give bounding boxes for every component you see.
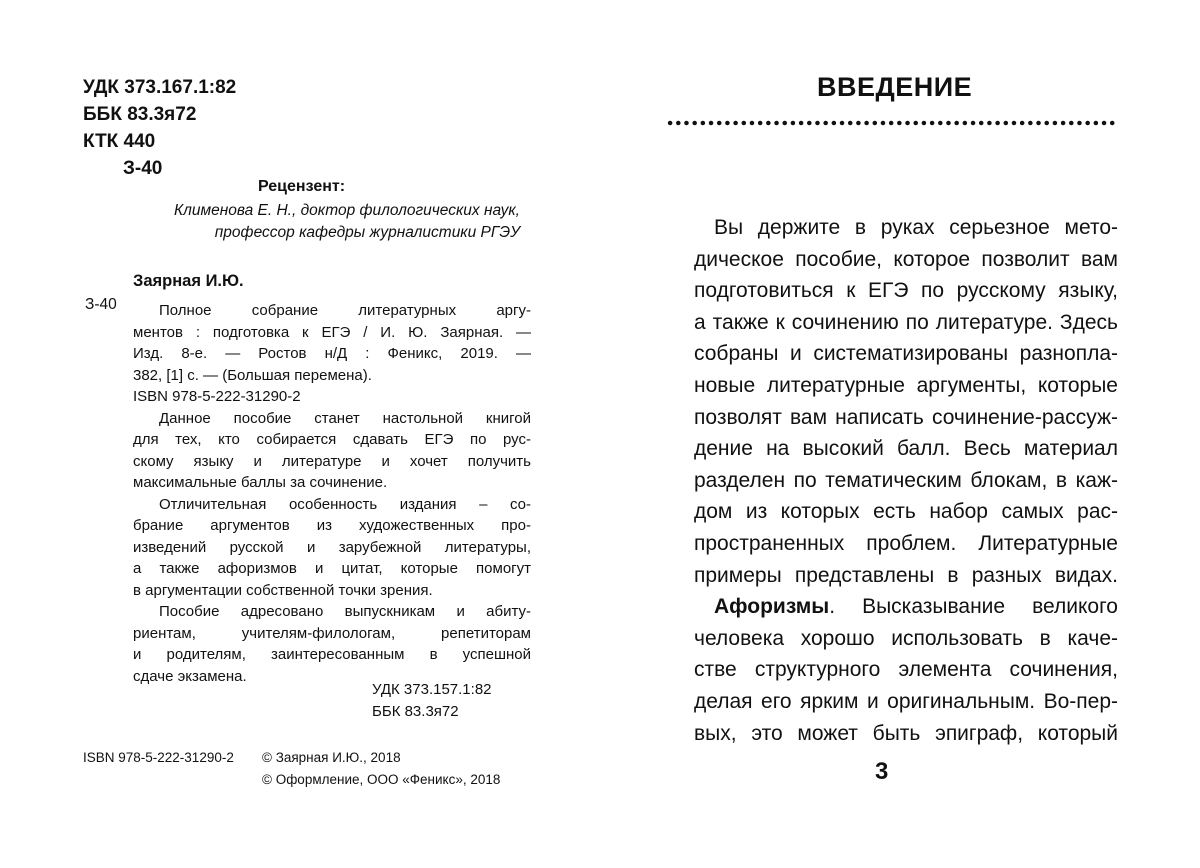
udk-code-secondary: УДК 373.157.1:82 — [372, 681, 492, 698]
annotation-line: изведений русской и зарубежной литературы, — [133, 538, 531, 556]
annotation-line: максимальные баллы за сочинение. — [133, 474, 388, 491]
annotation-line: скому языку и литературе и хочет получить — [133, 452, 531, 470]
body-line: делая его ярким и оригинальным. Во-пер- — [694, 689, 1118, 713]
annotation-line: Пособие адресовано выпускникам и абиту- — [159, 603, 531, 620]
annotation-line: в аргументации собственной точки зрения. — [133, 581, 433, 599]
dotted-divider — [666, 120, 1118, 126]
annotation-line: а также афоризмов и цитат, которые помогут — [133, 560, 531, 577]
reviewer-info — [115, 200, 520, 244]
bottom-codes — [372, 679, 492, 723]
aphorisms-term: Афоризмы — [714, 595, 830, 619]
body-line: дическое пособие, которое позволит вам — [694, 247, 1118, 271]
bib-line: 382, [1] с. — (Большая перемена). — [133, 366, 372, 384]
aphorisms-first-rest: . Высказывание великого — [829, 595, 1118, 619]
bib-line: Изд. 8-е. — Ростов н/Д : Феникс, 2019. — — [133, 345, 531, 362]
chapter-body — [694, 212, 1118, 749]
annotation-line: риентам, учителям-филологам, репетиторам — [133, 624, 531, 642]
body-line: вых, это может быть эпиграф, который — [694, 721, 1118, 745]
bibliographic-record — [133, 294, 531, 687]
copyright-author: © Заярная И.Ю., 2018 — [262, 750, 401, 765]
body-line: стве структурного элемента сочинения, — [694, 658, 1118, 682]
annotation-line: Отличительная особенность издания – со- — [159, 495, 531, 513]
annotation-line: сдаче экзамена. — [133, 667, 247, 685]
annotation-line: и родителям, заинтересованным в успешной — [133, 646, 531, 663]
body-line: дом из которых есть набор самых рас- — [694, 500, 1118, 524]
bbk-code: ББК 83.3я72 — [83, 104, 197, 125]
body-line: примеры представлены в разных видах. — [694, 563, 1118, 587]
copyright-block — [262, 747, 500, 791]
body-line: разделен по тематическим блокам, в каж- — [694, 468, 1118, 492]
annotation-line: для тех, кто собирается сдавать ЕГЭ по рус- — [133, 431, 531, 448]
reviewer-line: Клименова Е. Н., доктор филологических наук, — [173, 202, 520, 219]
isbn-footer: ISBN 978-5-222-31290-2 — [83, 750, 234, 765]
bbk-code-secondary: ББК 83.3я72 — [372, 703, 459, 720]
reviewer-label: Рецензент: — [258, 178, 346, 195]
body-line: а также к сочинению по литературе. Здесь — [694, 310, 1118, 334]
aphorisms-paragraph-start — [694, 591, 1118, 623]
page-number: 3 — [875, 758, 889, 785]
body-line: дение на высокий балл. Весь материал — [694, 437, 1118, 461]
classification-codes — [83, 74, 236, 182]
bib-line: Полное собрание литературных аргу- — [159, 302, 531, 319]
body-line: собраны и систематизированы разнопла- — [694, 342, 1118, 366]
copyright-design: © Оформление, ООО «Феникс», 2018 — [262, 772, 501, 787]
annotation-line: Данное пособие станет настольной книгой — [159, 409, 531, 427]
right-page — [600, 0, 1200, 868]
reviewer-line: профессор кафедры журналистики РГЭУ — [214, 224, 520, 241]
author-name: Заярная И.Ю. — [133, 272, 244, 290]
body-line: позволят вам написать сочинение-рассуж- — [694, 405, 1118, 429]
bib-line: ментов : подготовка к ЕГЭ / И. Ю. Заярная. — — [133, 323, 531, 341]
ktk-code: КТК 440 — [83, 131, 156, 152]
author-mark: З-40 — [123, 158, 163, 179]
annotation-line: брание аргументов из художественных про- — [133, 517, 531, 534]
isbn: ISBN 978-5-222-31290-2 — [133, 388, 301, 405]
card-code: З-40 — [85, 296, 117, 313]
chapter-title: ВВЕДЕНИЕ — [817, 72, 973, 102]
udk-code: УДК 373.167.1:82 — [83, 77, 237, 98]
body-line: новые литературные аргументы, которые — [694, 373, 1118, 397]
body-line: Вы держите в руках серьезное мето- — [714, 216, 1118, 239]
body-line: пространенных проблем. Литературные — [694, 531, 1118, 555]
body-line: человека хорошо использовать в каче- — [694, 626, 1118, 650]
body-line: подготовиться к ЕГЭ по русскому языку, — [694, 279, 1118, 303]
